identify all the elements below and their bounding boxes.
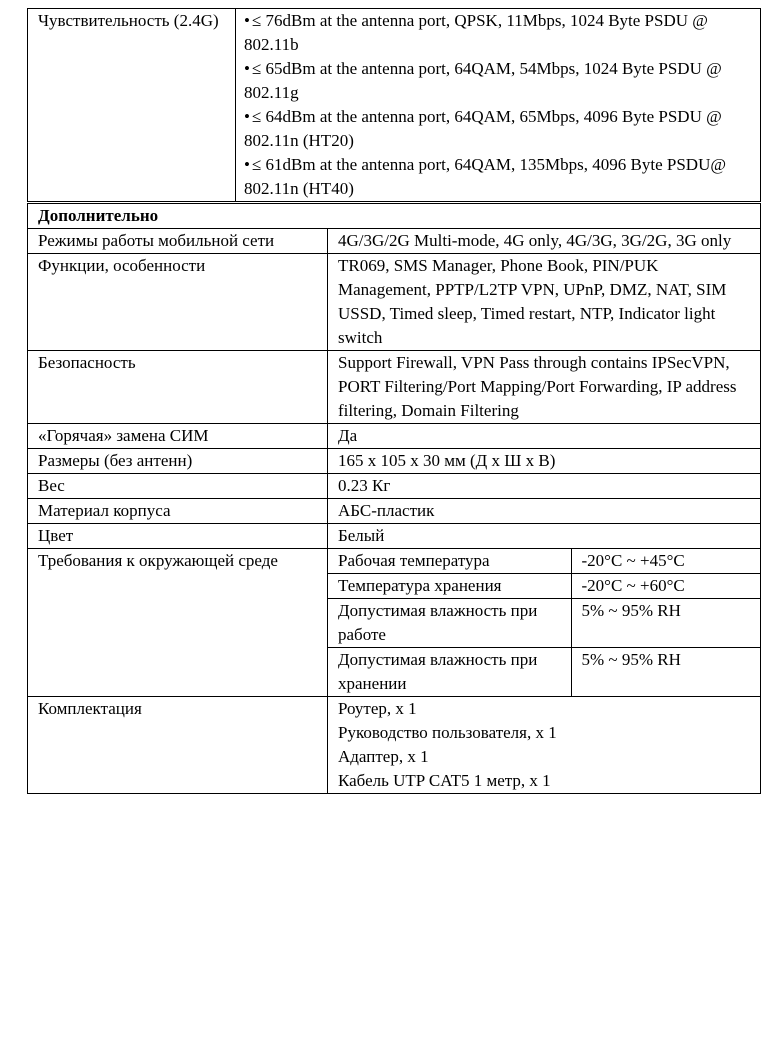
spec-value: Да xyxy=(328,424,761,449)
environment-name: Температура хранения xyxy=(328,574,571,599)
section-row xyxy=(28,204,761,229)
sensitivity-item-text: ≤ 65dBm at the antenna port, 64QAM, 54Mbps, 1024 Byte PSDU @ 802.11g xyxy=(244,59,722,102)
sensitivity-values xyxy=(236,9,761,202)
spec-label: Материал корпуса xyxy=(28,499,328,524)
spec-row-features xyxy=(28,254,761,351)
sensitivity-item xyxy=(244,57,752,105)
additional-table xyxy=(27,203,761,794)
sensitivity-item xyxy=(244,9,752,57)
spec-row-hotswap xyxy=(28,424,761,449)
spec-label: Цвет xyxy=(28,524,328,549)
package-item: Кабель UTP CAT5 1 метр, x 1 xyxy=(338,771,551,790)
environment-row xyxy=(328,648,761,697)
environment-value: -20°C ~ +45°C xyxy=(571,549,761,574)
environment-value: -20°C ~ +60°C xyxy=(571,574,761,599)
package-item: Руководство пользователя, x 1 xyxy=(338,723,557,742)
sensitivity-item-text: ≤ 76dBm at the antenna port, QPSK, 11Mbps, 1024 Byte PSDU @ 802.11b xyxy=(244,11,708,54)
section-title: Дополнительно xyxy=(28,204,761,229)
package-item: Роутер, x 1 xyxy=(338,699,417,718)
package-list xyxy=(328,697,761,794)
sensitivity-row xyxy=(28,9,761,202)
spec-value: 165 x 105 x 30 мм (Д x Ш x В) xyxy=(328,449,761,474)
spec-label: «Горячая» замена СИМ xyxy=(28,424,328,449)
spec-row-environment xyxy=(28,549,761,697)
package-item: Адаптер, x 1 xyxy=(338,747,429,766)
spec-label: Требования к окружающей среде xyxy=(28,549,328,697)
spec-value: 4G/3G/2G Multi-mode, 4G only, 4G/3G, 3G/2G, 3G only xyxy=(328,229,761,254)
sensitivity-item-text: ≤ 64dBm at the antenna port, 64QAM, 65Mbps, 4096 Byte PSDU @ 802.11n (HT20) xyxy=(244,107,722,150)
spec-label: Комплектация xyxy=(28,697,328,794)
spec-value: 0.23 Кг xyxy=(328,474,761,499)
environment-row xyxy=(328,599,761,648)
environment-table xyxy=(328,549,761,696)
spec-value: АБС-пластик xyxy=(328,499,761,524)
spec-row-dimensions xyxy=(28,449,761,474)
spec-label: Вес xyxy=(28,474,328,499)
environment-values xyxy=(328,549,761,697)
spec-row-modes xyxy=(28,229,761,254)
sensitivity-table xyxy=(27,8,761,202)
environment-row xyxy=(328,549,761,574)
spec-label: Функции, особенности xyxy=(28,254,328,351)
spec-value: Белый xyxy=(328,524,761,549)
environment-name: Допустимая влажность при работе xyxy=(328,599,571,648)
spec-value: TR069, SMS Manager, Phone Book, PIN/PUK Management, PPTP/L2TP VPN, UPnP, DMZ, NAT, SIM USSD, Timed sleep, Timed restart, NTP, Indicator light switch xyxy=(328,254,761,351)
environment-row xyxy=(328,574,761,599)
sensitivity-label: Чувствительность (2.4G) xyxy=(28,9,236,202)
spec-row-color xyxy=(28,524,761,549)
spec-row-weight xyxy=(28,474,761,499)
environment-value: 5% ~ 95% RH xyxy=(571,648,761,697)
spec-row-material xyxy=(28,499,761,524)
sensitivity-list xyxy=(244,9,752,201)
sensitivity-item-text: ≤ 61dBm at the antenna port, 64QAM, 135Mbps, 4096 Byte PSDU@ 802.11n (HT40) xyxy=(244,155,727,198)
spec-value: Support Firewall, VPN Pass through contains IPSecVPN, PORT Filtering/Port Mapping/Port Forwarding, IP address filtering, Domain Filtering xyxy=(328,351,761,424)
spec-label: Режимы работы мобильной сети xyxy=(28,229,328,254)
environment-name: Рабочая температура xyxy=(328,549,571,574)
environment-name: Допустимая влажность при хранении xyxy=(328,648,571,697)
sensitivity-item xyxy=(244,153,752,201)
sensitivity-item xyxy=(244,105,752,153)
spec-row-security xyxy=(28,351,761,424)
spec-row-package xyxy=(28,697,761,794)
spec-label: Безопасность xyxy=(28,351,328,424)
spec-label: Размеры (без антенн) xyxy=(28,449,328,474)
environment-value: 5% ~ 95% RH xyxy=(571,599,761,648)
